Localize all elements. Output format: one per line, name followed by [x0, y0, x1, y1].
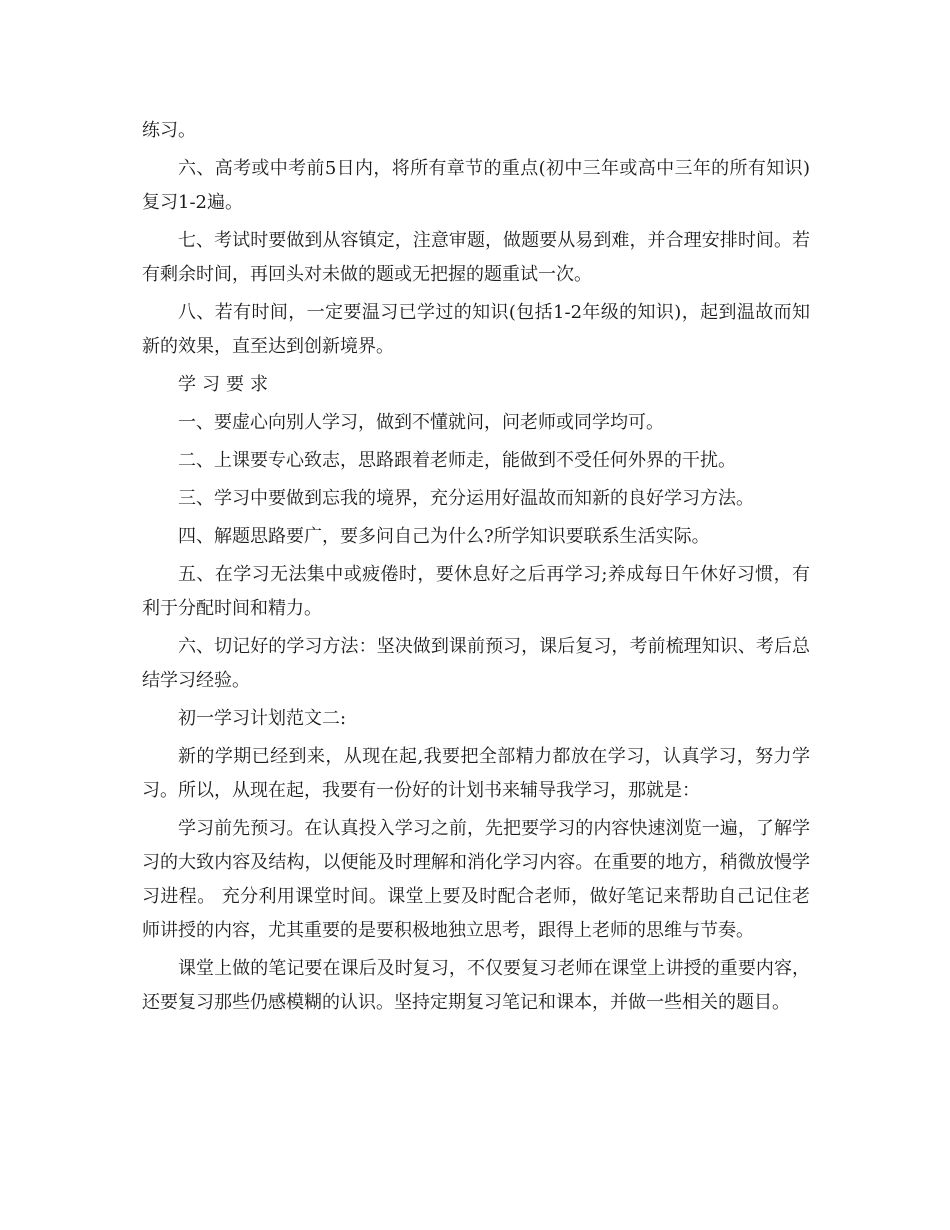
paragraph-requirement-four: 四、解题思路要广，要多问自己为什么?所学知识要联系生活实际。: [178, 526, 710, 547]
section-heading-sample-two: 初一学习计划范文二:: [178, 708, 347, 729]
section-heading-study-requirements: 学习要求: [178, 374, 274, 395]
paragraph-requirement-three: 三、学习中要做到忘我的境界，充分运用好温故而知新的良好学习方法。: [178, 488, 754, 509]
paragraph-new-semester: 新的学期已经到来，从现在起,我要把全部精力都放在学习，认真学习，努力学习。所以，从现在起，我要有一份好的计划书来辅导我学习，那就是：: [142, 746, 810, 801]
paragraph-item-seven-exam-calm: 七、考试时要做到从容镇定，注意审题，做题要从易到难，并合理安排时间。若有剩余时间，再回头对未做的题或无把握的题重试一次。: [142, 230, 810, 285]
paragraph-requirement-five: 五、在学习无法集中或疲倦时，要休息好之后再学习;养成每日午休好习惯，有利于分配时间和精力。: [142, 564, 810, 619]
paragraph-requirement-one: 一、要虚心向别人学习，做到不懂就问，问老师或同学均可。: [178, 412, 664, 433]
document-body: [142, 114, 810, 1024]
paragraph-requirement-six: 六、切记好的学习方法：坚决做到课前预习，课后复习，考前梳理知识、考后总结学习经验。: [142, 636, 810, 691]
paragraph-continuation: 练习。: [142, 120, 196, 141]
paragraph-item-six-exam-review: 六、高考或中考前5日内，将所有章节的重点(初中三年或高中三年的所有知识)复习1-2遍。: [142, 158, 810, 213]
paragraph-item-eight-review-knowledge: 八、若有时间，一定要温习已学过的知识(包括1-2年级的知识)，起到温故而知新的效果，直至达到创新境界。: [142, 302, 810, 357]
paragraph-review-notes: 课堂上做的笔记要在课后及时复习，不仅要复习老师在课堂上讲授的重要内容，还要复习那些仍感模糊的认识。坚持定期复习笔记和课本，并做一些相关的题目。: [142, 958, 810, 1013]
paragraph-requirement-two: 二、上课要专心致志，思路跟着老师走，能做到不受任何外界的干扰。: [178, 450, 736, 471]
paragraph-preview-before-study: 学习前先预习。在认真投入学习之前，先把要学习的内容快速浏览一遍，了解学习的大致内容及结构，以便能及时理解和消化学习内容。在重要的地方，稍微放慢学习进程。 充分利用课堂时间。课堂上要及时配合老师，做好笔记来帮助自己记住老师讲授的内容，尤其重要的是要积极地独立思考，跟得上老师的思维与节奏。: [142, 818, 810, 941]
